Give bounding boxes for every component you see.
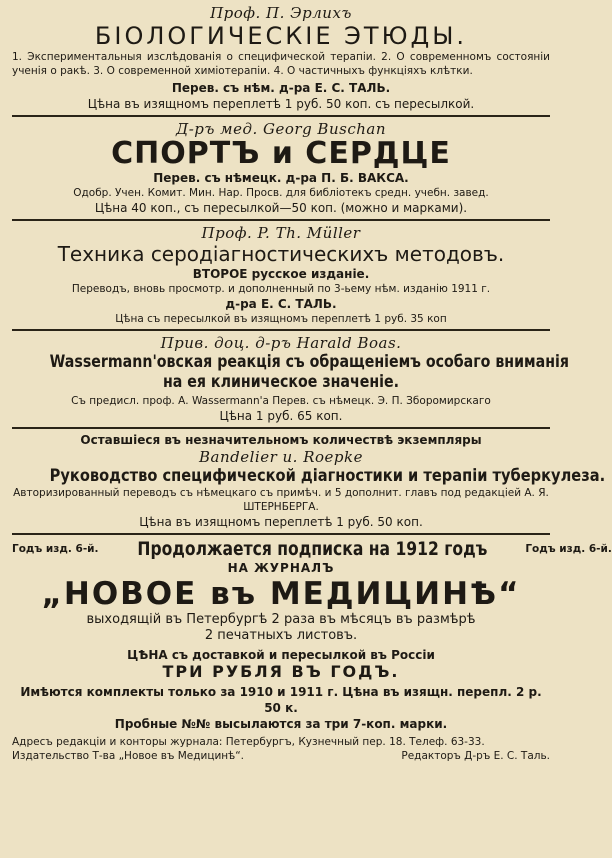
on-journal-label: НА ЖУРНАЛЪ: [227, 561, 335, 575]
ad1-description: 1. Экспериментальныя изслѣдованія о специфической терапіи. 2. О современномъ состояніи ученія о ракѣ. 3. О современной химіотерапіи. 4. О частичныхъ функціяхъ клѣтки.: [12, 51, 550, 77]
journal-samples: Пробные №№ высылаются за три 7-коп. марки.: [114, 717, 448, 731]
journal-price-label: ЦѢНА съ доставкой и пересылкой въ Россіи: [127, 648, 435, 662]
journal-sheets: 2 печатныхъ листовъ.: [204, 628, 358, 643]
ad5-price: Цѣна въ изящномъ переплетѣ 1 руб. 50 коп.: [139, 515, 423, 529]
ad2-author: Д-ръ мед. Georg Buschan: [176, 120, 386, 138]
ad5-author: Bandelier и. Roepke: [199, 448, 363, 466]
year-right: Годъ изд. 6-й.: [525, 543, 612, 555]
ad4-title-line2: на ея клиническое значеніе.: [162, 372, 400, 391]
ad4-author: Прив. доц. д-ръ Harald Boas.: [160, 334, 402, 352]
journal-name: „НОВОЕ въ МЕДИЦИНѢ“: [41, 576, 521, 612]
ad3-author: Проф. P. Th. Müller: [201, 224, 361, 242]
divider: [12, 427, 550, 429]
divider: [12, 329, 550, 331]
ad-serodiagnostic-methods: [12, 224, 550, 326]
ad4-title-line1: Wassermann'овская реакція съ обращеніемъ особаго вниманія: [49, 352, 570, 371]
ad3-translation: Переводъ, вновь просмотр. и дополненный по 3-ьему нѣм. изданію 1911 г.: [71, 283, 491, 295]
ad1-title: БІОЛОГИЧЕСКІЕ ЭТЮДЫ.: [94, 22, 468, 50]
subscription-headline: Продолжается подписка на 1912 годъ: [136, 538, 487, 560]
journal-publisher: Издательство Т-ва „Новое въ Медицинѣ“.: [12, 750, 244, 762]
ad-wassermann-reaction: [12, 334, 570, 424]
ad4-price: Цѣна 1 руб. 65 коп.: [219, 409, 343, 423]
ad5-translation: Авторизированный переводъ съ нѣмецкаго съ примѣч. и 5 дополнит. главъ под редакціей А. Я. ШТЕРНБЕРГА.: [13, 487, 549, 513]
ad1-translator: Перев. съ нѣм. д-ра Е. С. ТАЛЬ.: [171, 81, 391, 95]
journal-footer: [12, 749, 550, 763]
ad-biological-etudes: [12, 4, 550, 112]
ad2-price: Цѣна 40 коп., съ пересылкой—50 коп. (можно и марками).: [94, 201, 468, 215]
journal-editor: Редакторъ Д-ръ Е. С. Таль.: [401, 750, 550, 762]
year-left: Годъ изд. 6-й.: [12, 543, 99, 555]
divider: [12, 533, 550, 535]
ad1-author: Проф. П. Эрлихъ: [210, 4, 352, 22]
journal-price-value: ТРИ РУБЛЯ ВЪ ГОДЪ.: [162, 662, 400, 681]
divider: [12, 115, 550, 117]
ad4-preface: Съ предисл. проф. А. Wassermann'а Перев. съ нѣмецк. Э. П. Зборомирскаго: [71, 395, 491, 407]
ad3-translator: д-ра Е. С. ТАЛЬ.: [225, 297, 337, 311]
ad3-title: Техника серодіагностическихъ методовъ.: [57, 242, 505, 266]
ad2-title: СПОРТЪ и СЕРДЦЕ: [111, 136, 451, 171]
ad2-approval: Одобр. Учен. Комит. Мин. Нар. Просв. для библіотекъ средн. учебн. завед.: [73, 187, 489, 199]
ad-tuberculosis-manual: [12, 432, 606, 530]
journal-frequency: выходящій въ Петербургѣ 2 раза въ мѣсяцъ въ размѣрѣ: [86, 612, 476, 627]
ad-journal-subscription: [12, 538, 612, 763]
journal-sets: Имѣются комплекты только за 1910 и 1911 г. Цѣна въ изящн. перепл. 2 р. 50 к.: [20, 685, 542, 715]
ad2-translator: Перев. съ нѣмецк. д-ра П. Б. ВАКСА.: [153, 171, 409, 185]
ad1-price: Цѣна въ изящномъ переплетѣ 1 руб. 50 коп. съ пересылкой.: [87, 97, 475, 111]
journal-address: Адресъ редакціи и конторы журнала: Петербургъ, Кузнечный пер. 18. Телеф. 63-33.: [12, 736, 485, 748]
divider: [12, 219, 550, 221]
subscription-header: [12, 538, 612, 560]
ad5-title: Руководство специфической діагностики и терапіи туберкулеза.: [49, 466, 606, 486]
ad3-edition: ВТОРОЕ русское изданіе.: [192, 267, 370, 281]
ad5-note: Оставшіеся въ незначительномъ количествѣ экземпляры: [80, 433, 482, 447]
ad3-price: Цѣна съ пересылкой въ изящномъ переплетѣ 1 руб. 35 коп: [115, 313, 447, 325]
ad-sport-and-heart: [12, 120, 550, 216]
